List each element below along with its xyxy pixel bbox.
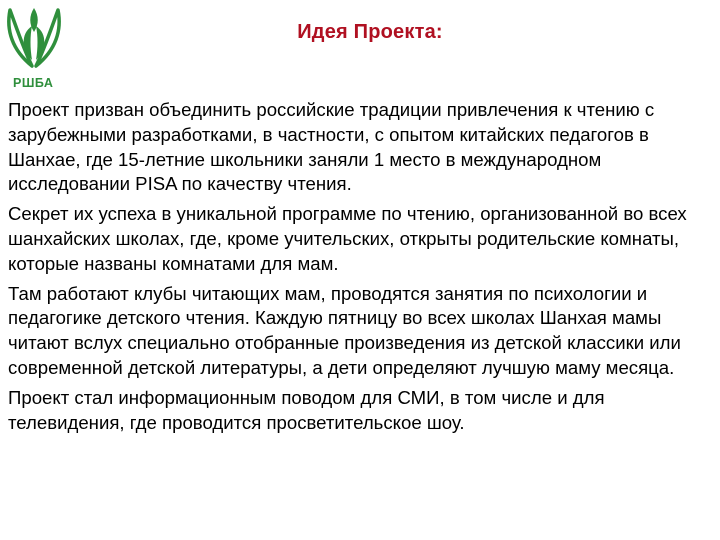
paragraph-4: Проект стал информационным поводом для СМИ, в том числе и для телевидения, где проводится просветительское шоу. [8,386,605,433]
slide-body [8,98,718,440]
tulip-leaf-logo-icon [4,4,64,72]
paragraph-1: Проект призван объединить российские традиции привлечения к чтению с зарубежными разработками, в частности, с опытом китайских педагогов в Шанхае, где 15-летние школьники заняли 1 место в международном исследовании PISA по качеству чтения. [8,99,655,195]
paragraph-3: Там работают клубы читающих мам, проводятся занятия по психологии и педагогике детского чтения. Каждую пятницу во всех школах Шанхая мамы читают вслух специально отобранные произведения из детской классики или современной детской литературы, а дети определяют лучшую маму месяца. [8,282,681,378]
logo-caption: РШБА [13,76,54,90]
paragraph-2: Секрет их успеха в уникальной программе по чтению, организованной во всех шанхайских школах, где, кроме учительских, открыты родительские комнаты, которые названы комнатами для мам. [8,203,687,274]
logo [4,4,64,92]
slide-title: Идея Проекта: [297,21,443,43]
